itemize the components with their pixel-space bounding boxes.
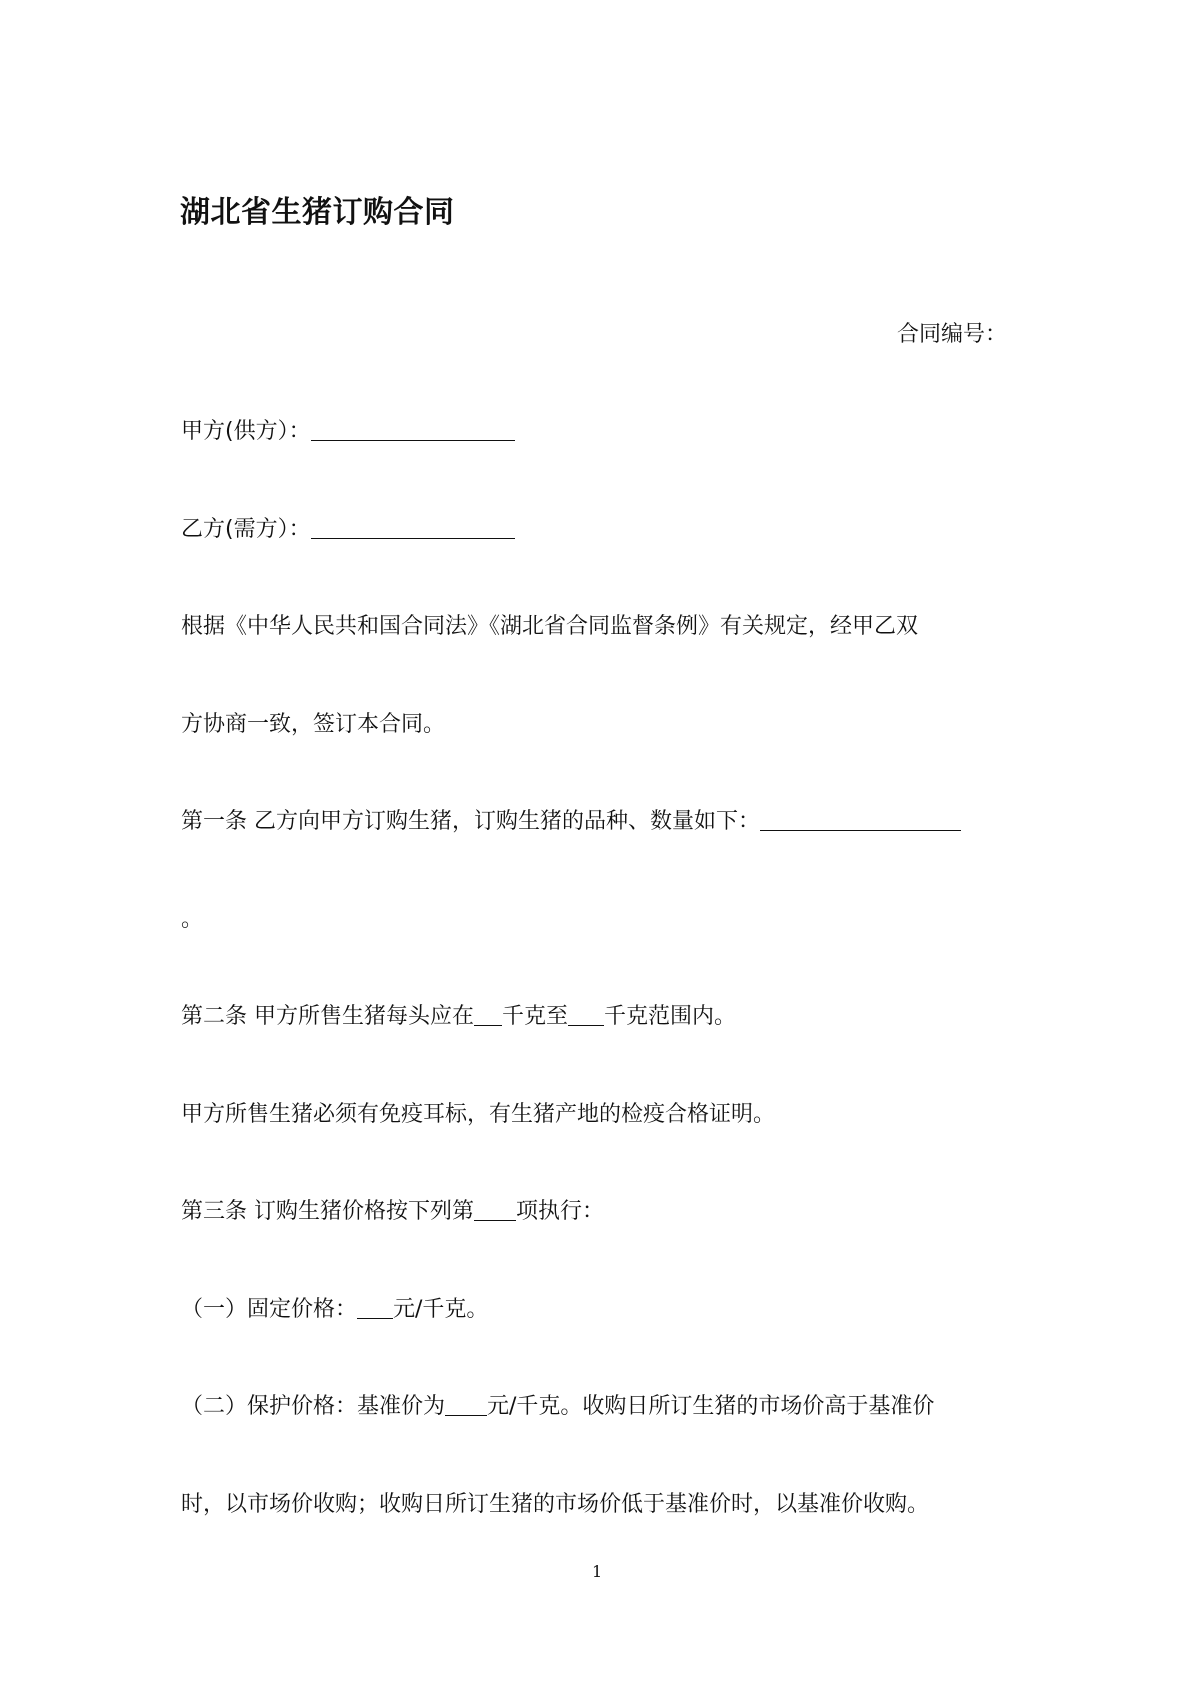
preamble-line-1: 根据《中华人民共和国合同法》《湖北省合同监督条例》有关规定，经甲乙双 (181, 614, 919, 639)
party-a-field[interactable] (311, 418, 515, 441)
protected-price-line-2: 时，以市场价收购；收购日所订生猪的市场价低于基准价时，以基准价收购。 (181, 1492, 930, 1517)
max-weight-field[interactable] (568, 1003, 604, 1026)
article-1-blank[interactable] (760, 808, 961, 831)
min-weight-field[interactable] (474, 1003, 502, 1026)
page-number: 1 (592, 1562, 603, 1581)
preamble-line-2: 方协商一致，签订本合同。 (181, 712, 446, 737)
fixed-price-field[interactable] (357, 1296, 393, 1319)
article-2-inspection: 甲方所售生猪必须有免疫耳标，有生猪产地的检疫合格证明。 (181, 1102, 776, 1127)
article-3-prefix: 第三条 订购生猪价格按下列第 (181, 1199, 474, 1224)
base-price-field[interactable] (445, 1393, 487, 1416)
article-3 (181, 1197, 604, 1227)
article-2-middle: 千克至 (502, 1004, 569, 1029)
party-b-field[interactable] (311, 516, 515, 539)
party-a-line (181, 417, 515, 447)
article-3-suffix: 项执行： (516, 1199, 605, 1224)
fixed-price-suffix: 元/千克。 (393, 1297, 489, 1322)
document-title: 湖北省生猪订购合同 (180, 195, 455, 230)
protected-price-prefix: （二）保护价格：基准价为 (181, 1394, 446, 1419)
article-2 (181, 1002, 736, 1032)
party-a-label: 甲方(供方）： (181, 419, 311, 444)
article-1 (181, 807, 961, 837)
article-1-text: 第一条 乙方向甲方订购生猪，订购生猪的品种、数量如下： (181, 809, 760, 834)
fixed-price (181, 1295, 488, 1325)
article-1-end: 。 (181, 907, 204, 932)
protected-price-suffix: 元/千克。收购日所订生猪的市场价高于基准价 (487, 1394, 935, 1419)
price-option-field[interactable] (474, 1198, 516, 1221)
party-b-label: 乙方(需方）： (181, 517, 311, 542)
article-2-prefix: 第二条 甲方所售生猪每头应在 (181, 1004, 474, 1029)
protected-price (181, 1392, 934, 1422)
party-b-line (181, 515, 515, 545)
fixed-price-prefix: （一）固定价格： (181, 1297, 358, 1322)
contract-number-label: 合同编号： (896, 322, 1007, 347)
article-2-suffix: 千克范围内。 (604, 1004, 737, 1029)
